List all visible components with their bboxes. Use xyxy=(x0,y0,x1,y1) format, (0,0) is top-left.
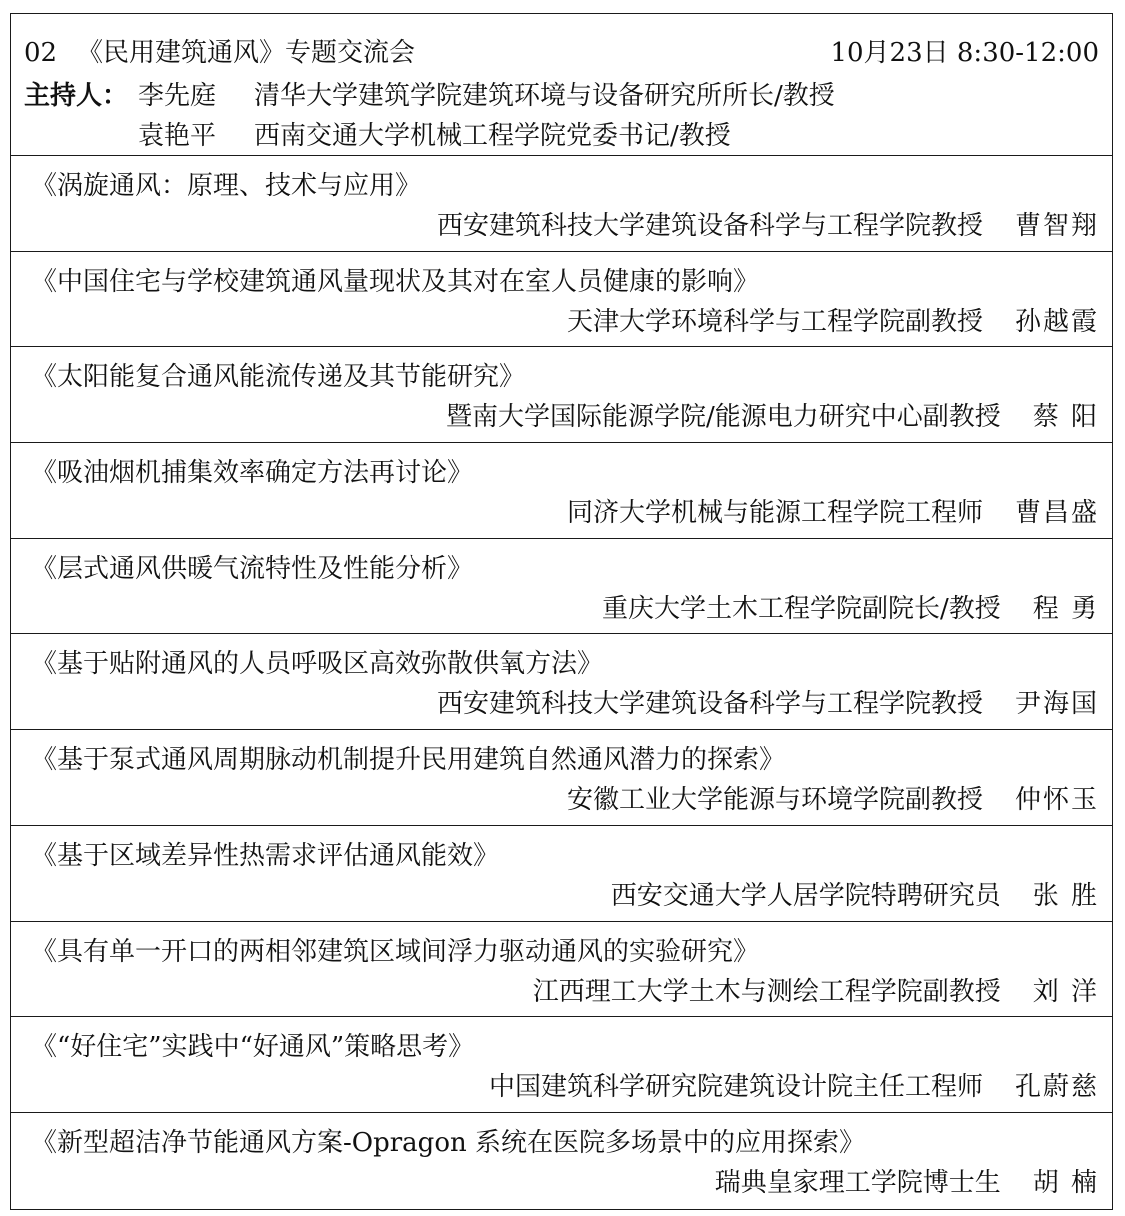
speaker-name: 曹昌盛 xyxy=(1014,498,1099,529)
host-affiliation: 西南交通大学机械工程学院党委书记/教授 xyxy=(254,121,731,151)
talk-speaker xyxy=(611,878,1099,914)
talk-speaker xyxy=(567,304,1099,340)
talk-row xyxy=(11,1017,1112,1113)
speaker-name: 张 胜 xyxy=(1032,880,1099,911)
talk-list xyxy=(11,156,1112,1209)
speaker-affiliation: 江西理工大学土木与测绘工程学院副教授 xyxy=(532,976,1001,1007)
session-table xyxy=(10,13,1113,1210)
speaker-affiliation: 西安建筑科技大学建筑设备科学与工程学院教授 xyxy=(436,211,983,241)
talk-speaker xyxy=(567,495,1099,531)
speaker-name: 孔蔚慈 xyxy=(1014,1072,1099,1103)
talk-row xyxy=(11,730,1112,826)
speaker-affiliation: 西安建筑科技大学建筑设备科学与工程学院教授 xyxy=(436,689,983,720)
talk-title: 《基于区域差异性热需求评估通风能效》 xyxy=(31,840,500,871)
talk-speaker xyxy=(533,974,1099,1010)
speaker-affiliation: 中国建筑科学研究院建筑设计院主任工程师 xyxy=(488,1072,983,1103)
talk-row xyxy=(11,443,1112,539)
speaker-affiliation: 瑞典皇家理工学院博士生 xyxy=(714,1167,1001,1198)
talk-row xyxy=(11,347,1112,443)
talk-row xyxy=(11,634,1112,730)
speaker-name: 刘 洋 xyxy=(1032,976,1099,1007)
speaker-name: 曹智翔 xyxy=(1014,211,1099,241)
talk-row xyxy=(11,1113,1112,1209)
talk-title: 《具有单一开口的两相邻建筑区域间浮力驱动通风的实验研究》 xyxy=(31,936,760,967)
speaker-affiliation: 西安交通大学人居学院特聘研究员 xyxy=(610,880,1001,911)
speaker-name: 程 勇 xyxy=(1032,593,1099,624)
host-name: 袁艳平 xyxy=(138,121,217,151)
talk-row xyxy=(11,539,1112,635)
session-time: 10月23日 8:30-12:00 xyxy=(830,38,1099,68)
session-header xyxy=(11,14,1112,156)
talk-speaker xyxy=(446,399,1099,435)
talk-row xyxy=(11,252,1112,348)
speaker-name: 胡 楠 xyxy=(1032,1167,1099,1198)
speaker-name: 蔡 阳 xyxy=(1032,402,1099,433)
talk-speaker xyxy=(489,1069,1099,1105)
talk-title: 《层式通风供暖气流特性及性能分析》 xyxy=(31,553,474,584)
talk-speaker xyxy=(602,591,1099,627)
talk-title: 《基于泵式通风周期脉动机制提升民用建筑自然通风潜力的探索》 xyxy=(31,745,786,776)
speaker-affiliation: 同济大学机械与能源工程学院工程师 xyxy=(566,498,983,529)
host-name: 李先庭 xyxy=(138,81,217,111)
speaker-affiliation: 安徽工业大学能源与环境学院副教授 xyxy=(566,785,983,816)
talk-title: 《吸油烟机捕集效率确定方法再讨论》 xyxy=(31,458,474,489)
host-label: 主持人： xyxy=(24,81,129,111)
talk-title: 《“好住宅”实践中“好通风”策略思考》 xyxy=(31,1032,475,1063)
talk-row xyxy=(11,156,1112,252)
speaker-name: 仲怀玉 xyxy=(1014,785,1099,816)
talk-title: 《太阳能复合通风能流传递及其节能研究》 xyxy=(31,362,526,393)
host-affiliation: 清华大学建筑学院建筑环境与设备研究所所长/教授 xyxy=(254,81,835,111)
speaker-affiliation: 重庆大学土木工程学院副院长/教授 xyxy=(601,593,1001,624)
talk-speaker xyxy=(715,1165,1099,1201)
talk-speaker xyxy=(567,782,1099,818)
speaker-name: 尹海国 xyxy=(1014,689,1099,720)
talk-title: 《涡旋通风：原理、技术与应用》 xyxy=(31,171,422,201)
talk-speaker xyxy=(437,686,1099,722)
session-title: 《民用建筑通风》专题交流会 xyxy=(77,38,416,68)
speaker-affiliation: 暨南大学国际能源学院/能源电力研究中心副教授 xyxy=(445,402,1001,433)
talk-title: 《基于贴附通风的人员呼吸区高效弥散供氧方法》 xyxy=(31,649,604,680)
talk-speaker xyxy=(437,208,1099,244)
talk-title: 《新型超洁净节能通风方案-Opragon 系统在医院多场景中的应用探索》 xyxy=(31,1127,865,1158)
talk-row xyxy=(11,826,1112,922)
session-number: 02 xyxy=(24,38,58,68)
talk-title: 《中国住宅与学校建筑通风量现状及其对在室人员健康的影响》 xyxy=(31,266,760,297)
speaker-affiliation: 天津大学环境科学与工程学院副教授 xyxy=(566,306,983,337)
talk-row xyxy=(11,922,1112,1018)
speaker-name: 孙越霞 xyxy=(1014,306,1099,337)
